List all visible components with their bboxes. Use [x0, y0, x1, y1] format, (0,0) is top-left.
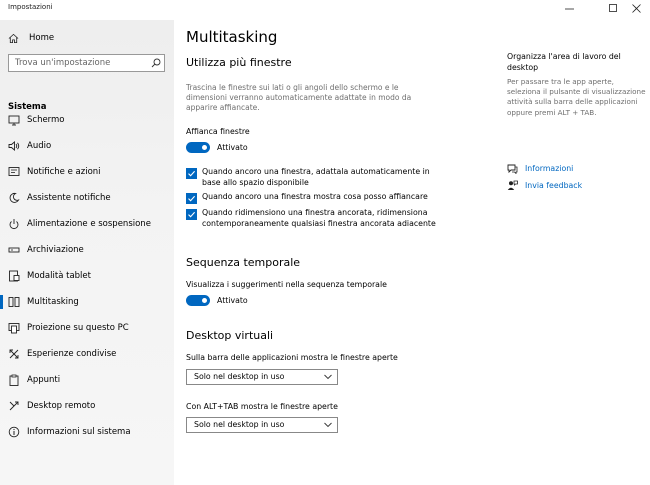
snap-option-1 [186, 167, 446, 188]
page-title: Multitasking [186, 28, 278, 46]
sidebar-item-label: Assistente notifiche [27, 193, 111, 203]
informazioni-link[interactable] [507, 162, 573, 174]
sidebar-item-label: Schermo [27, 115, 65, 125]
section-title: Sistema [8, 102, 47, 112]
sidebar-item-appunti[interactable] [0, 368, 174, 392]
chevron-down-icon [324, 374, 332, 380]
monitor-icon [8, 114, 20, 126]
maximize-icon [609, 4, 618, 13]
sidebar [0, 20, 174, 485]
tablet-icon [8, 270, 20, 282]
window-title: Impostazioni [8, 3, 53, 11]
taskbar-windows-label: Sulla barra delle applicazioni mostra le finestre aperte [186, 353, 398, 362]
alttab-windows-value: Solo nel desktop in uso [194, 420, 285, 429]
notification-icon [8, 166, 20, 178]
snap-option-3 [186, 208, 446, 229]
snap-option-2-checkbox[interactable] [186, 193, 197, 204]
alttab-windows-dropdown[interactable] [186, 417, 338, 433]
sidebar-item-audio[interactable] [0, 134, 174, 158]
home-icon [8, 33, 19, 44]
aside-text: Per passare tra le app aperte, seleziona il pulsante di visualizzazione attività sulla barra delle applicazioni oppure premi ALT + TAB. [507, 77, 646, 117]
power-icon [8, 218, 20, 230]
title-bar [0, 0, 650, 20]
sidebar-item-multitasking[interactable] [0, 290, 174, 314]
snap-option-3-label: Quando ridimensiono una finestra ancorata, ridimensiona contemporaneamente qualsiasi finestra ancorata adiacente [202, 208, 436, 228]
sidebar-item-schermo[interactable] [0, 108, 174, 132]
aside-heading: Organizza l'area di lavoro del desktop [507, 52, 621, 72]
sidebar-item-label: Notifiche e azioni [27, 167, 101, 177]
snap-description: Trascina le finestre sui lati o gli angoli dello schermo e le dimensioni verranno automaticamente adattate in modo da apparire affiancate. [186, 83, 412, 113]
storage-icon [8, 244, 20, 256]
snap-option-1-label: Quando ancoro una finestra, adattala automaticamente in base allo spazio disponibile [202, 167, 430, 187]
sidebar-item-label: Esperienze condivise [27, 349, 117, 359]
checkmark-icon [187, 210, 196, 219]
taskbar-windows-dropdown[interactable] [186, 369, 338, 385]
search-box[interactable] [8, 54, 165, 72]
search-icon[interactable] [151, 58, 161, 68]
sidebar-item-modalita-tablet[interactable] [0, 264, 174, 288]
sidebar-item-label: Archiviazione [27, 245, 84, 255]
snap-option-1-checkbox[interactable] [186, 168, 197, 179]
close-button[interactable] [622, 0, 650, 16]
clipboard-icon [8, 374, 20, 386]
virtual-desktops-heading: Desktop virtuali [186, 329, 274, 342]
snap-option-3-checkbox[interactable] [186, 209, 197, 220]
sidebar-item-proiezione-su-questo-pc[interactable] [0, 316, 174, 340]
info-icon [8, 426, 20, 438]
snap-option-2 [186, 192, 446, 204]
remote-desktop-icon [8, 400, 20, 412]
minimize-icon [565, 4, 574, 13]
snap-toggle[interactable] [186, 142, 210, 153]
main-content [174, 20, 650, 485]
alttab-windows-label: Con ALT+TAB mostra le finestre aperte [186, 402, 338, 411]
feedback-icon [507, 180, 518, 191]
taskbar-windows-value: Solo nel desktop in uso [194, 372, 285, 381]
sidebar-item-label: Appunti [27, 375, 61, 385]
sidebar-item-informazioni-sul-sistema[interactable] [0, 420, 174, 444]
minimize-button[interactable] [555, 0, 583, 16]
home-nav-item[interactable] [8, 30, 54, 46]
share-icon [8, 348, 20, 360]
timeline-toggle-label: Visualizza i suggerimenti nella sequenza temporale [186, 280, 387, 289]
home-label: Home [29, 33, 55, 43]
help-chat-icon [507, 163, 518, 174]
snap-toggle-state: Attivato [217, 143, 248, 152]
informazioni-link-label: Informazioni [525, 163, 574, 173]
snap-heading: Utilizza più finestre [186, 56, 292, 69]
timeline-toggle-row [186, 294, 248, 307]
close-icon [632, 4, 641, 13]
sidebar-item-label: Alimentazione e sospensione [27, 219, 151, 229]
timeline-heading: Sequenza temporale [186, 256, 301, 269]
sidebar-item-label: Desktop remoto [27, 401, 96, 411]
checkmark-icon [187, 194, 196, 203]
multitasking-icon [8, 296, 20, 308]
sidebar-item-archiviazione[interactable] [0, 238, 174, 262]
sidebar-item-label: Multitasking [27, 297, 79, 307]
sidebar-item-esperienze-condivise[interactable] [0, 342, 174, 366]
invia-feedback-link-label: Invia feedback [525, 180, 583, 190]
sidebar-item-notifiche-e-azioni[interactable] [0, 160, 174, 184]
snap-toggle-row [186, 141, 248, 154]
invia-feedback-link[interactable] [507, 179, 582, 191]
sidebar-item-label: Proiezione su questo PC [27, 323, 129, 333]
sidebar-item-assistente-notifiche[interactable] [0, 186, 174, 210]
sidebar-item-label: Informazioni sul sistema [27, 427, 131, 437]
chevron-down-icon [324, 422, 332, 428]
checkmark-icon [187, 169, 196, 178]
timeline-toggle-state: Attivato [217, 296, 248, 305]
sidebar-item-desktop-remoto[interactable] [0, 394, 174, 418]
moon-icon [8, 192, 20, 204]
project-icon [8, 322, 20, 334]
timeline-toggle[interactable] [186, 295, 210, 306]
sidebar-item-label: Audio [27, 141, 52, 151]
sidebar-item-alimentazione-e-sospensione[interactable] [0, 212, 174, 236]
snap-toggle-label: Affianca finestre [186, 127, 250, 136]
search-input[interactable] [9, 55, 147, 71]
speaker-icon [8, 140, 20, 152]
snap-option-2-label: Quando ancoro una finestra mostra cosa posso affiancare [202, 192, 428, 201]
related-info-pane [507, 52, 647, 118]
sidebar-item-label: Modalità tablet [27, 271, 91, 281]
